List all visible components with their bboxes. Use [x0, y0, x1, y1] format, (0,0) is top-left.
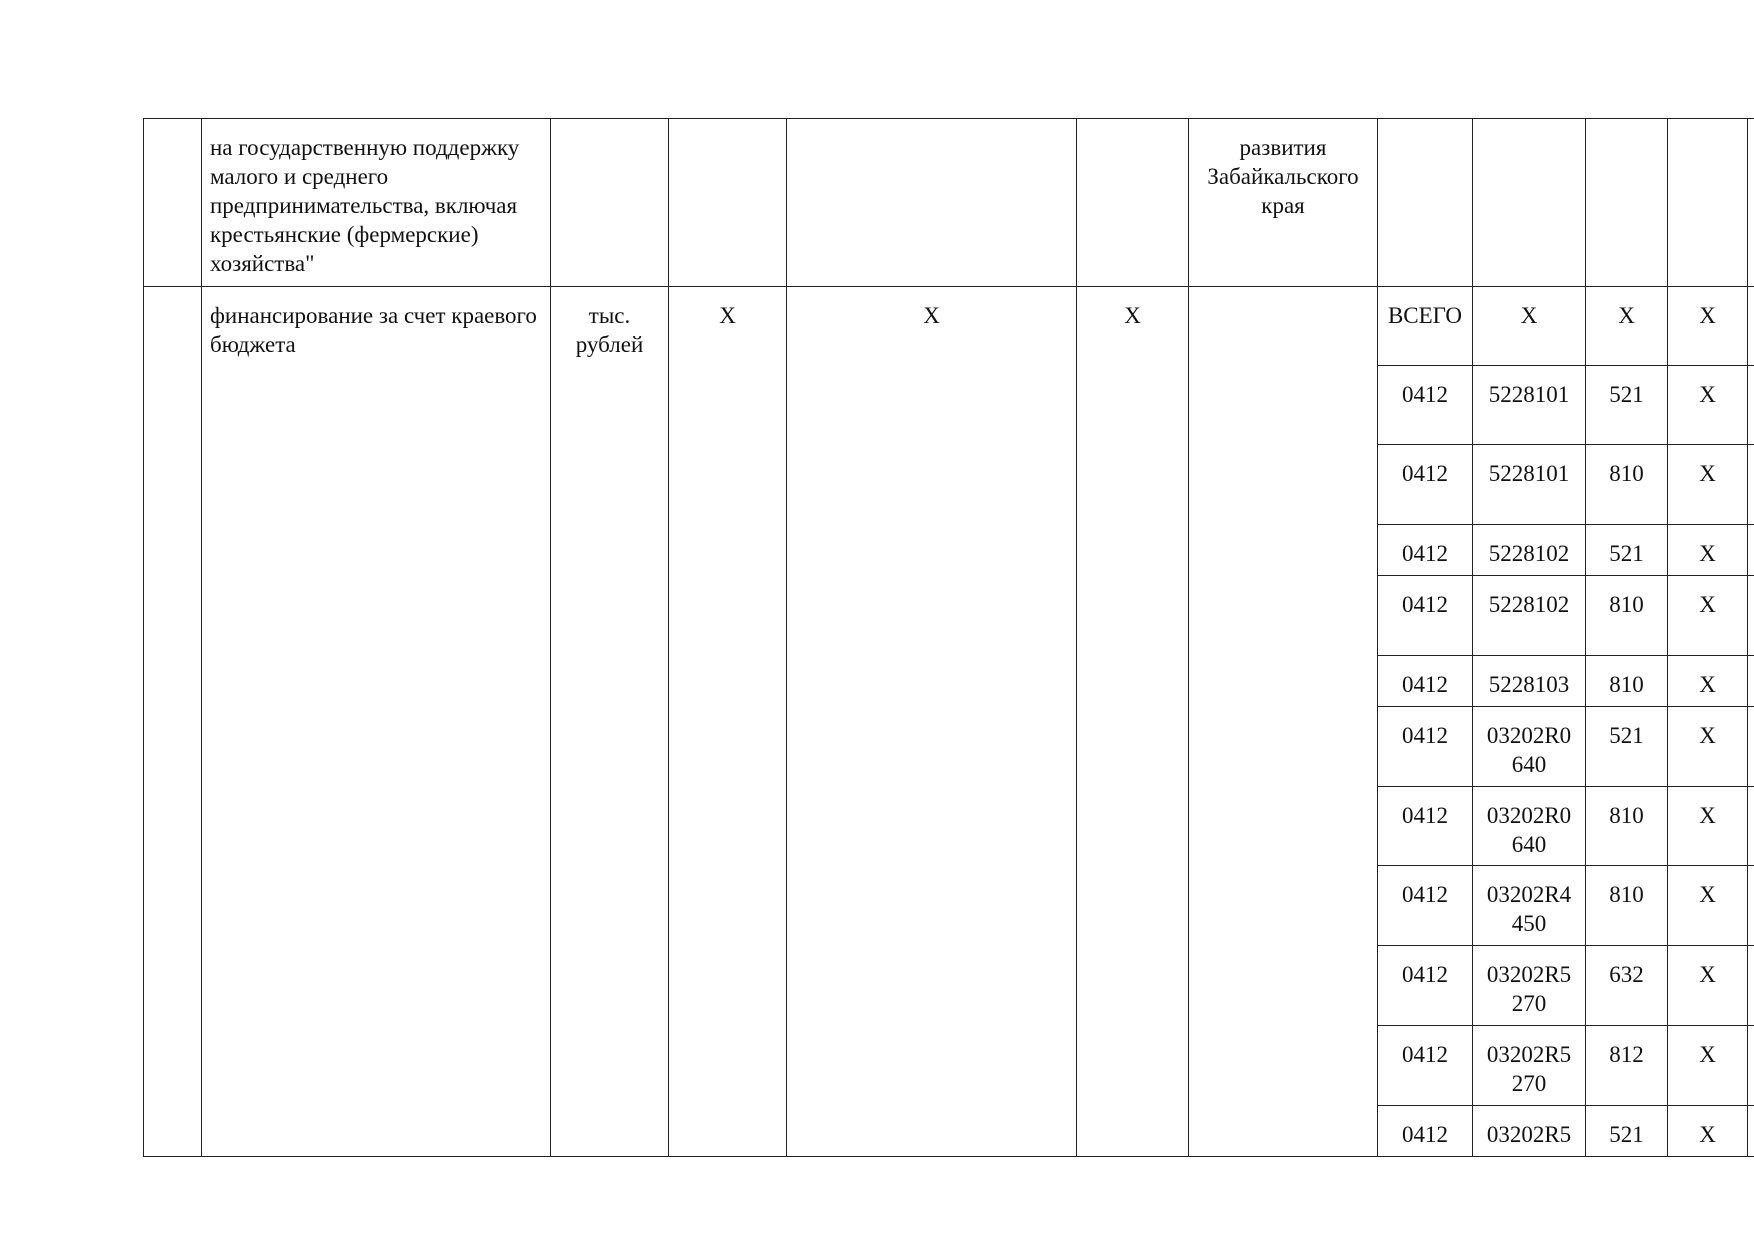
extra-code-cell: X [1667, 786, 1747, 865]
header-program-cell: развития Забайкальского края [1188, 118, 1377, 286]
extra-code-cell: X [1667, 865, 1747, 945]
main-col7-cell [1188, 286, 1377, 1157]
main-description-cell: финансирование за счет краевого бюджета [201, 286, 550, 1157]
edge-cell [1747, 945, 1754, 1025]
edge-cell [1747, 1105, 1754, 1157]
edge-cell [1747, 655, 1754, 706]
section-code-cell: 0412 [1377, 444, 1472, 524]
article-code-cell: 5228103 [1472, 655, 1585, 706]
main-unit-cell: тыс. рублей [550, 286, 668, 1157]
article-code-cell: 03202R5 270 [1472, 945, 1585, 1025]
type-code-cell: 521 [1585, 365, 1667, 444]
type-code-cell: 810 [1585, 786, 1667, 865]
section-code-cell: 0412 [1377, 1105, 1472, 1157]
type-code-cell: 812 [1585, 1025, 1667, 1105]
main-col6-cell: X [1076, 286, 1188, 1157]
header-col12-cell [1747, 118, 1754, 286]
header-col11-cell [1667, 118, 1747, 286]
type-code-cell: X [1585, 286, 1667, 365]
section-code-cell: ВСЕГО [1377, 286, 1472, 365]
main-col1-cell [143, 286, 201, 1157]
type-code-cell: 810 [1585, 655, 1667, 706]
section-code-cell: 0412 [1377, 706, 1472, 786]
article-code-cell: 03202R4 450 [1472, 865, 1585, 945]
header-description-cell: на государственную поддержку малого и среднего предпринимательства, включая крестьянские (фермерские) хозяйства" [201, 118, 550, 286]
edge-cell [1747, 865, 1754, 945]
extra-code-cell: X [1667, 286, 1747, 365]
type-code-cell: 810 [1585, 575, 1667, 655]
header-col6-cell [1076, 118, 1188, 286]
extra-code-cell: X [1667, 575, 1747, 655]
section-code-cell: 0412 [1377, 365, 1472, 444]
header-col3-cell [550, 118, 668, 286]
type-code-cell: 632 [1585, 945, 1667, 1025]
section-code-cell: 0412 [1377, 945, 1472, 1025]
edge-cell [1747, 524, 1754, 575]
extra-code-cell: X [1667, 365, 1747, 444]
section-code-cell: 0412 [1377, 1025, 1472, 1105]
edge-cell [1747, 786, 1754, 865]
header-col1-cell [143, 118, 201, 286]
header-col8-cell [1377, 118, 1472, 286]
extra-code-cell: X [1667, 706, 1747, 786]
extra-code-cell: X [1667, 524, 1747, 575]
edge-cell [1747, 706, 1754, 786]
article-code-cell: 03202R5 270 [1472, 1025, 1585, 1105]
main-col4-cell: X [668, 286, 786, 1157]
article-code-cell: 5228101 [1472, 365, 1585, 444]
section-code-cell: 0412 [1377, 865, 1472, 945]
article-code-cell: X [1472, 286, 1585, 365]
budget-table [143, 118, 1754, 1158]
edge-cell [1747, 575, 1754, 655]
section-code-cell: 0412 [1377, 524, 1472, 575]
type-code-cell: 810 [1585, 444, 1667, 524]
edge-cell [1747, 1025, 1754, 1105]
extra-code-cell: X [1667, 1025, 1747, 1105]
header-col9-cell [1472, 118, 1585, 286]
main-col5-cell: X [786, 286, 1076, 1157]
type-code-cell: 521 [1585, 524, 1667, 575]
section-code-cell: 0412 [1377, 655, 1472, 706]
edge-cell [1747, 444, 1754, 524]
section-code-cell: 0412 [1377, 575, 1472, 655]
article-code-cell: 03202R0 640 [1472, 786, 1585, 865]
extra-code-cell: X [1667, 1105, 1747, 1157]
article-code-cell: 03202R0 640 [1472, 706, 1585, 786]
edge-cell [1747, 365, 1754, 444]
header-col5-cell [786, 118, 1076, 286]
article-code-cell: 5228102 [1472, 524, 1585, 575]
header-col10-cell [1585, 118, 1667, 286]
type-code-cell: 810 [1585, 865, 1667, 945]
article-code-cell: 03202R5 [1472, 1105, 1585, 1157]
article-code-cell: 5228101 [1472, 444, 1585, 524]
extra-code-cell: X [1667, 444, 1747, 524]
section-code-cell: 0412 [1377, 786, 1472, 865]
article-code-cell: 5228102 [1472, 575, 1585, 655]
extra-code-cell: X [1667, 945, 1747, 1025]
edge-cell [1747, 286, 1754, 365]
type-code-cell: 521 [1585, 706, 1667, 786]
type-code-cell: 521 [1585, 1105, 1667, 1157]
header-col4-cell [668, 118, 786, 286]
extra-code-cell: X [1667, 655, 1747, 706]
